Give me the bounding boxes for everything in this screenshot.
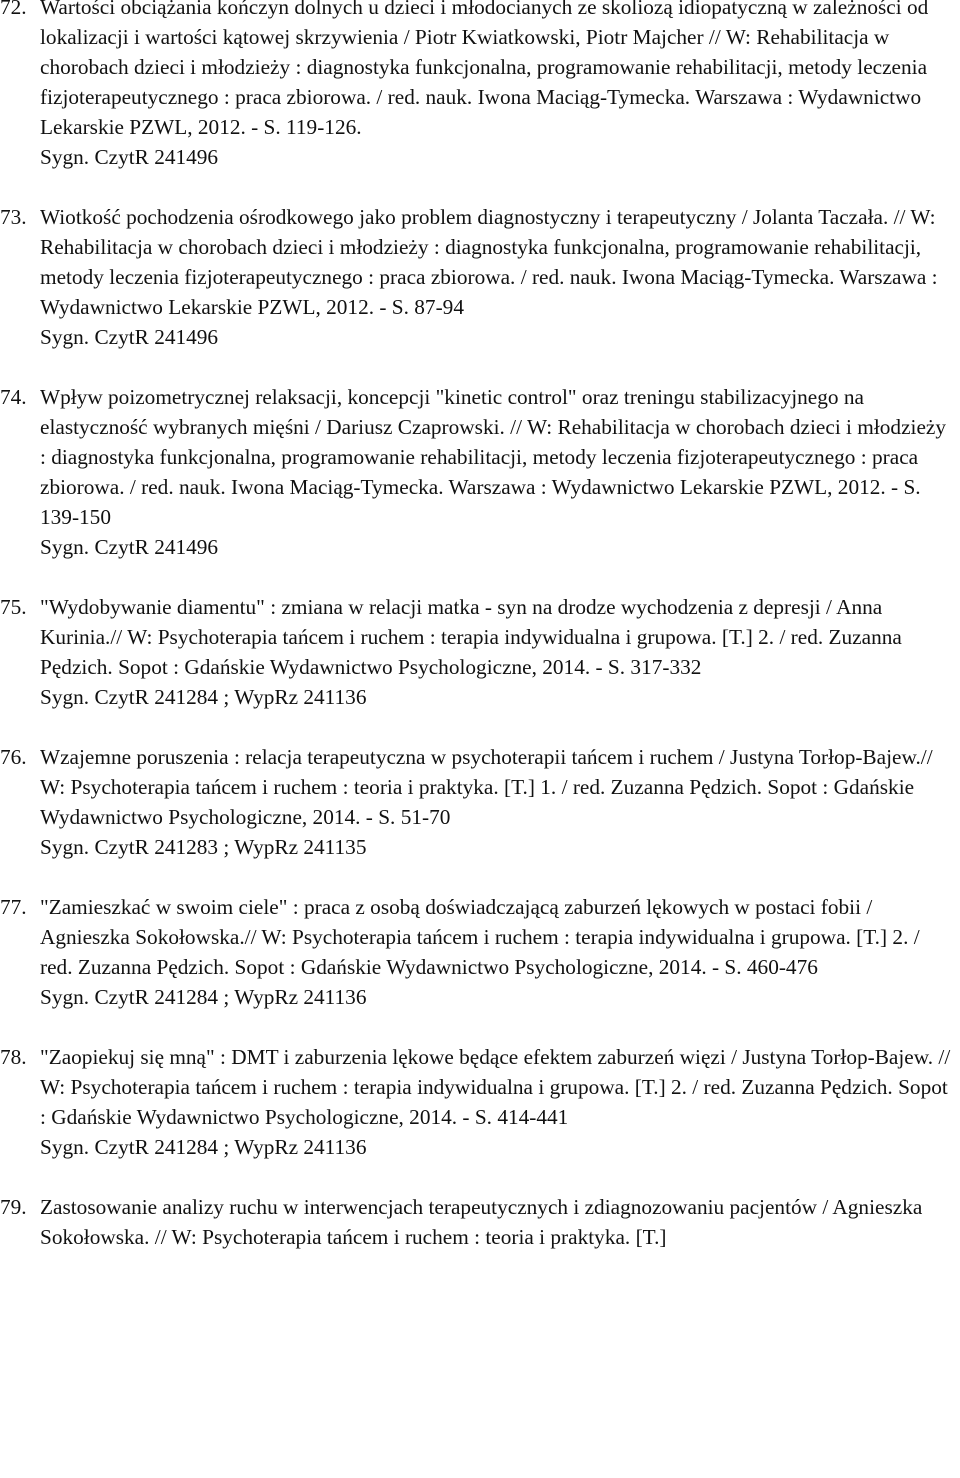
entry-number: 72.	[0, 0, 27, 19]
bibliography-entry	[0, 382, 952, 562]
entry-citation: "Wydobywanie diamentu" : zmiana w relacji matka - syn na drodze wychodzenia z depresji / Anna Kurinia.// W: Psychoterapia tańcem i ruchem : terapia indywidualna i grupowa. [T.] 2. / red. Zuzanna Pędzich. Sopot : Gdańskie Wydawnictwo Psychologiczne, 2014. - S. 317-332	[40, 595, 902, 679]
entry-call-number: Sygn. CzytR 241284 ; WypRz 241136	[40, 985, 367, 1009]
bibliography-entry	[0, 742, 952, 862]
bibliography-entry	[0, 1192, 952, 1252]
entry-citation: "Zaopiekuj się mną" : DMT i zaburzenia lękowe będące efektem zaburzeń więzi / Justyna Torłop-Bajew. // W: Psychoterapia tańcem i ruchem : terapia indywidualna i grupowa. [T.] 2. / red. Zuzanna Pędzich. Sopot : Gdańskie Wydawnictwo Psychologiczne, 2014. - S. 414-441	[40, 1045, 951, 1129]
entry-citation: "Zamieszkać w swoim ciele" : praca z osobą doświadczającą zaburzeń lękowych w postaci fobii / Agnieszka Sokołowska.// W: Psychoterapia tańcem i ruchem : terapia indywidualna i grupowa. [T.] 2. / red. Zuzanna Pędzich. Sopot : Gdańskie Wydawnictwo Psychologiczne, 2014. - S. 460-476	[40, 895, 920, 979]
entry-call-number: Sygn. CzytR 241496	[40, 535, 219, 559]
bibliography-entry	[0, 592, 952, 712]
entry-citation: Zastosowanie analizy ruchu w interwencjach terapeutycznych i zdiagnozowaniu pacjentów / Agnieszka Sokołowska. // W: Psychoterapia tańcem i ruchem : teoria i praktyka. [T.]	[40, 1195, 923, 1249]
entry-number: 77.	[0, 895, 27, 919]
entry-citation: Wiotkość pochodzenia ośrodkowego jako problem diagnostyczny i terapeutyczny / Jolanta Taczała. // W: Rehabilitacja w chorobach dzieci i młodzieży : diagnostyka funkcjonalna, programowanie rehabilitacji, metody leczenia fizjoterapeutycznego : praca zbiorowa. / red. nauk. Iwona Maciąg-Tymecka. Warszawa : Wydawnictwo Lekarskie PZWL, 2012. - S. 87-94	[40, 205, 938, 319]
entry-call-number: Sygn. CzytR 241283 ; WypRz 241135	[40, 835, 367, 859]
entry-number: 78.	[0, 1045, 27, 1069]
bibliography-entry	[0, 892, 952, 1012]
entry-number: 76.	[0, 745, 27, 769]
entry-number: 79.	[0, 1195, 27, 1219]
entry-call-number: Sygn. CzytR 241496	[40, 145, 219, 169]
entry-number: 73.	[0, 205, 27, 229]
entry-number: 74.	[0, 385, 27, 409]
entry-citation: Wzajemne poruszenia : relacja terapeutyczna w psychoterapii tańcem i ruchem / Justyna Torłop-Bajew.// W: Psychoterapia tańcem i ruchem : teoria i praktyka. [T.] 1. / red. Zuzanna Pędzich. Sopot : Gdańskie Wydawnictwo Psychologiczne, 2014. - S. 51-70	[40, 745, 933, 829]
entry-number: 75.	[0, 595, 27, 619]
entry-citation: Wartości obciążania kończyn dolnych u dzieci i młodocianych ze skoliozą idiopatyczną w zależności od lokalizacji i wartości kątowej skrzywienia / Piotr Kwiatkowski, Piotr Majcher // W: Rehabilitacja w chorobach dzieci i młodzieży : diagnostyka funkcjonalna, programowanie rehabilitacji, metody leczenia fizjoterapeutycznego : praca zbiorowa. / red. nauk. Iwona Maciąg-Tymecka. Warszawa : Wydawnictwo Lekarskie PZWL, 2012. - S. 119-126.	[40, 0, 929, 139]
bibliography-entry	[0, 1042, 952, 1162]
entry-call-number: Sygn. CzytR 241496	[40, 325, 219, 349]
bibliography-entry	[0, 0, 952, 172]
bibliography-entry	[0, 202, 952, 352]
entry-citation: Wpływ poizometrycznej relaksacji, koncepcji "kinetic control" oraz treningu stabilizacyjnego na elastyczność wybranych mięśni / Dariusz Czaprowski. // W: Rehabilitacja w chorobach dzieci i młodzieży : diagnostyka funkcjonalna, programowanie rehabilitacji, metody leczenia fizjoterapeutycznego : praca zbiorowa. / red. nauk. Iwona Maciąg-Tymecka. Warszawa : Wydawnictwo Lekarskie PZWL, 2012. - S. 139-150	[40, 385, 947, 529]
entry-call-number: Sygn. CzytR 241284 ; WypRz 241136	[40, 685, 367, 709]
entry-call-number: Sygn. CzytR 241284 ; WypRz 241136	[40, 1135, 367, 1159]
